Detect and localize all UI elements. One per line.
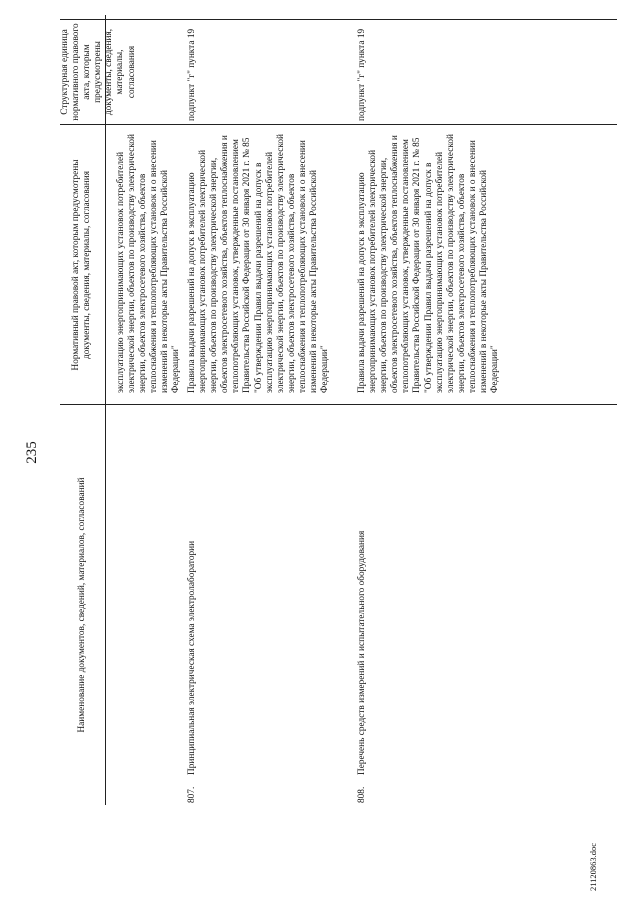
file-name-footer: 21120863.doc xyxy=(588,842,598,891)
header-divider xyxy=(105,15,106,805)
row-act: Правила выдачи разрешений на допуск в эксплуатацию энергопринимающих установок потребителей электрической энергии, объектов по производству электрической энергии, объектов электросетевого хозяйства, объектов теплоснабжения и теплопотребляющих установок, утвержденные постановлением Правительства Российской Федерации от 30 января 2021 г. № 85 "Об утверждении Правил выдачи разрешений на допуск в эксплуатацию энергопринимающих установок потребителей электрической энергии, объектов по производству электрической энергии, объектов электросетевого хозяйства, объектов теплоснабжения и теплопотребляющих установок и о внесении изменений в некоторые акты Правительства Российской Федерации" xyxy=(357,133,501,393)
row-number: 807. xyxy=(187,786,197,803)
row-unit: подпункт "г" пункта 19 xyxy=(357,28,367,121)
documents-table xyxy=(60,15,617,805)
row-act-continued: эксплуатацию энергопринимающих установок потребителей электрической энергии, объектов по производству электрической энергии, объектов электросетевого хозяйства, объектов теплоснабжения и теплопотребляющих установок и о внесении изменений в некоторые акты Правительства Российской Федерации" xyxy=(116,133,182,393)
column-divider xyxy=(60,124,617,125)
column-divider xyxy=(60,404,617,405)
row-name: Принципиальная электрическая схема электролаборатории xyxy=(187,540,197,775)
row-unit: подпункт "г" пункта 19 xyxy=(187,28,197,121)
page-number: 235 xyxy=(24,441,40,464)
row-number: 808. xyxy=(357,786,367,803)
column-divider xyxy=(60,19,617,20)
header-name: Наименование документов, сведений, материалов, согласований xyxy=(77,477,87,733)
row-name: Перечень средств измерений и испытательного оборудования xyxy=(357,530,367,775)
header-unit: Структурная единица нормативного правового акта, которым предусмотрены документы, сведения, материалы, согласования xyxy=(60,23,137,121)
header-act: Нормативный правовой акт, которым предусмотрены документы, сведения, материалы, согласования xyxy=(71,159,93,371)
row-act: Правила выдачи разрешений на допуск в эксплуатацию энергопринимающих установок потребителей электрической энергии, объектов по производству электрической энергии, объектов электросетевого хозяйства, объектов теплоснабжения и теплопотребляющих установок, утвержденные постановлением Правительства Российской Федерации от 30 января 2021 г. № 85 "Об утверждении Правил выдачи разрешений на допуск в эксплуатацию энергопринимающих установок потребителей электрической энергии, объектов по производству электрической энергии, объектов электросетевого хозяйства, объектов теплоснабжения и теплопотребляющих установок и о внесении изменений в некоторые акты Правительства Российской Федерации" xyxy=(187,133,331,393)
